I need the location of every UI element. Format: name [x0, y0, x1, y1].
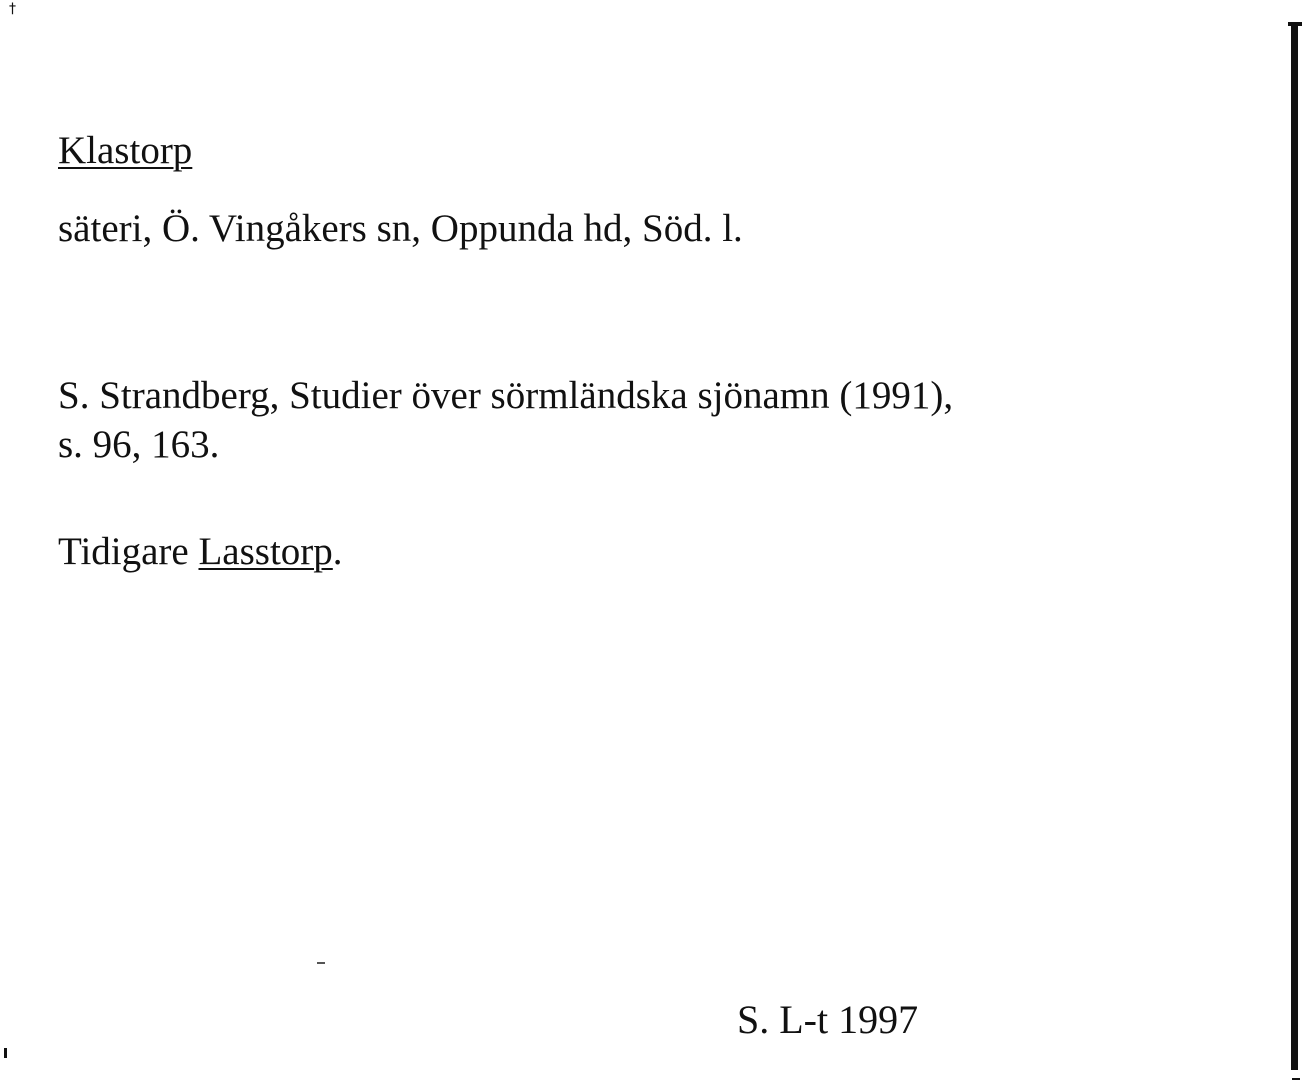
location-line: säteri, Ö. Vingåkers sn, Oppunda hd, Söd. l. — [58, 207, 743, 250]
earlier-name-note — [58, 530, 343, 574]
scan-speck — [317, 962, 325, 964]
note-prefix: Tidigare — [58, 530, 199, 573]
source-line-1: S. Strandberg, Studier över sörmländska sjönamn (1991), — [58, 374, 954, 417]
right-border-line — [1291, 24, 1298, 1070]
headword — [58, 129, 192, 173]
note-suffix: . — [332, 530, 343, 573]
scan-mark-bottom-right — [1292, 1078, 1300, 1080]
earlier-name: Lasstorp — [198, 530, 333, 573]
headword-text: Klastorp — [58, 129, 193, 172]
signature: S. L-t 1997 — [737, 997, 919, 1042]
scan-mark-bottom-left — [4, 1048, 7, 1058]
scan-mark: † — [9, 1, 16, 17]
source-line-2: s. 96, 163. — [58, 423, 220, 466]
